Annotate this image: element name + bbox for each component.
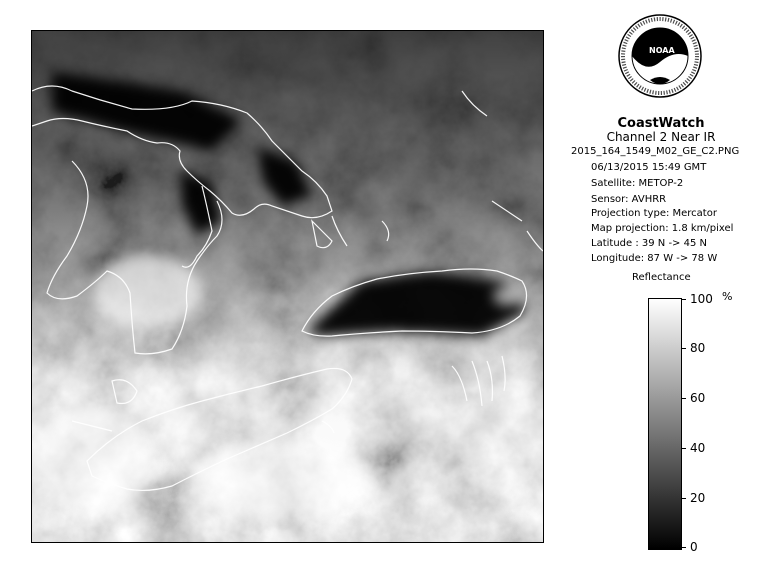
brand-title: CoastWatch — [617, 116, 705, 131]
projection-type: Projection type: Mercator — [591, 208, 717, 219]
noaa-logo — [618, 14, 702, 98]
latitude: Latitude : 39 N -> 45 N — [591, 238, 707, 249]
tick-40 — [681, 448, 686, 449]
tick-20 — [681, 498, 686, 499]
channel-title: Channel 2 Near IR — [606, 130, 716, 144]
tick-label-60: 60 — [690, 391, 706, 405]
legend-title: Reflectance — [632, 272, 691, 283]
tick-label-40: 40 — [690, 441, 706, 455]
tick-80 — [681, 348, 686, 349]
tick-100 — [681, 299, 686, 300]
datetime: 06/13/2015 15:49 GMT — [591, 162, 707, 173]
logo-text: NOAA — [649, 46, 675, 55]
legend-unit: % — [722, 290, 733, 303]
satellite: Satellite: METOP-2 — [591, 178, 684, 189]
satellite-image-svg — [32, 31, 543, 542]
tick-60 — [681, 398, 686, 399]
tick-label-80: 80 — [690, 341, 706, 355]
satellite-image — [31, 30, 544, 543]
map-projection: Map projection: 1.8 km/pixel — [591, 223, 734, 234]
longitude: Longitude: 87 W -> 78 W — [591, 253, 718, 264]
sensor: Sensor: AVHRR — [591, 194, 667, 205]
reflectance-colorbar — [648, 298, 682, 550]
tick-label-0: 0 — [690, 540, 698, 554]
tick-label-100: 100 — [690, 292, 713, 306]
tick-0 — [681, 547, 686, 548]
tick-label-20: 20 — [690, 491, 706, 505]
filename: 2015_164_1549_M02_GE_C2.PNG — [571, 146, 740, 157]
